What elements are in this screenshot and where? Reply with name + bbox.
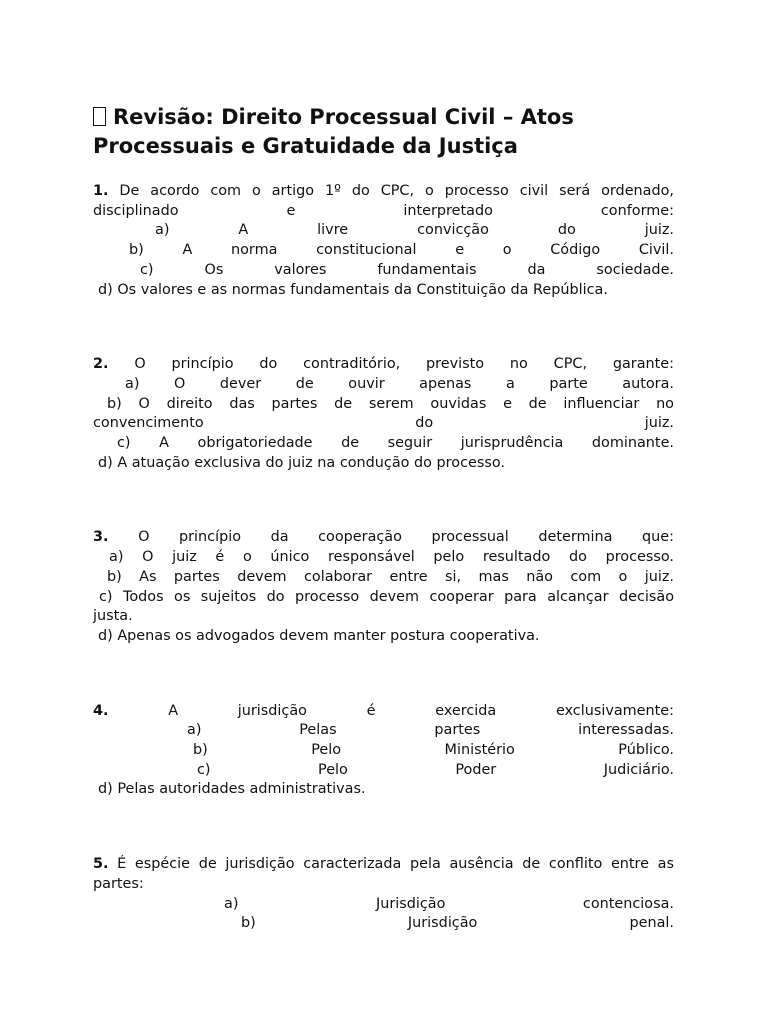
option-c: c) Pelo Poder Judiciário.	[197, 761, 674, 778]
option-a: a) Pelas partes interessadas.	[187, 722, 674, 739]
option-d: d) A atuação exclusiva do juiz na condução do processo.	[98, 454, 505, 471]
question-text-line: 4. A jurisdição é exercida exclusivamente:	[93, 702, 675, 719]
question-number: 2.	[93, 356, 109, 373]
question-text-line: 1. De acordo com o artigo 1º do CPC, o processo civil será ordenado,	[93, 183, 675, 199]
document-title	[93, 103, 674, 161]
question-2	[93, 355, 674, 473]
question-number: 1.	[93, 183, 109, 199]
question-text-line: 5. É espécie de jurisdição caracterizada pela ausência de conflito entre as	[93, 856, 674, 873]
option-b: b) Pelo Ministério Público.	[193, 742, 674, 759]
question-text-line: partes:	[93, 875, 144, 892]
question-text-line: 2. O princípio do contraditório, previsto no CPC, garante:	[93, 356, 674, 373]
option-b: b) As partes devem colaborar entre si, mas não com o juiz.	[107, 568, 674, 585]
question-number: 3.	[93, 529, 109, 546]
missing-glyph-icon	[93, 107, 106, 126]
option-c: c) A obrigatoriedade de seguir jurisprudência dominante.	[117, 435, 674, 452]
option-a: a) O juiz é o único responsável pelo resultado do processo.	[109, 549, 674, 566]
question-text-line: disciplinado e interpretado conforme:	[93, 202, 674, 219]
option-b-continued: convencimento do juiz.	[93, 415, 674, 432]
title-line-2: Processuais e Gratuidade da Justiça	[93, 134, 518, 158]
option-a: a) O dever de ouvir apenas a parte autora.	[125, 375, 674, 392]
question-3	[93, 528, 674, 646]
question-1	[93, 182, 674, 300]
option-d: d) Pelas autoridades administrativas.	[98, 781, 366, 798]
option-b: b) Jurisdição penal.	[241, 915, 674, 932]
question-number: 4.	[93, 702, 109, 719]
option-d: d) Os valores e as normas fundamentais da Constituição da República.	[98, 281, 608, 298]
option-c: c) Todos os sujeitos do processo devem cooperar para alcançar decisão	[99, 588, 674, 605]
option-d: d) Apenas os advogados devem manter postura cooperativa.	[98, 627, 540, 644]
option-b: b) A norma constitucional e o Código Civil.	[129, 242, 674, 259]
question-text-line: 3. O princípio da cooperação processual determina que:	[93, 529, 674, 546]
option-a: a) A livre convicção do juiz.	[155, 222, 674, 239]
option-c: c) Os valores fundamentais da sociedade.	[140, 261, 674, 278]
title-line-1: Revisão: Direito Processual Civil – Atos	[113, 105, 574, 129]
question-4	[93, 702, 674, 801]
option-c-continued: justa.	[93, 608, 133, 625]
question-5	[93, 855, 674, 934]
option-a: a) Jurisdição contenciosa.	[224, 895, 674, 912]
option-b: b) O direito das partes de serem ouvidas e de influenciar no	[107, 395, 674, 412]
question-number: 5.	[93, 856, 109, 873]
document-page	[93, 103, 674, 934]
